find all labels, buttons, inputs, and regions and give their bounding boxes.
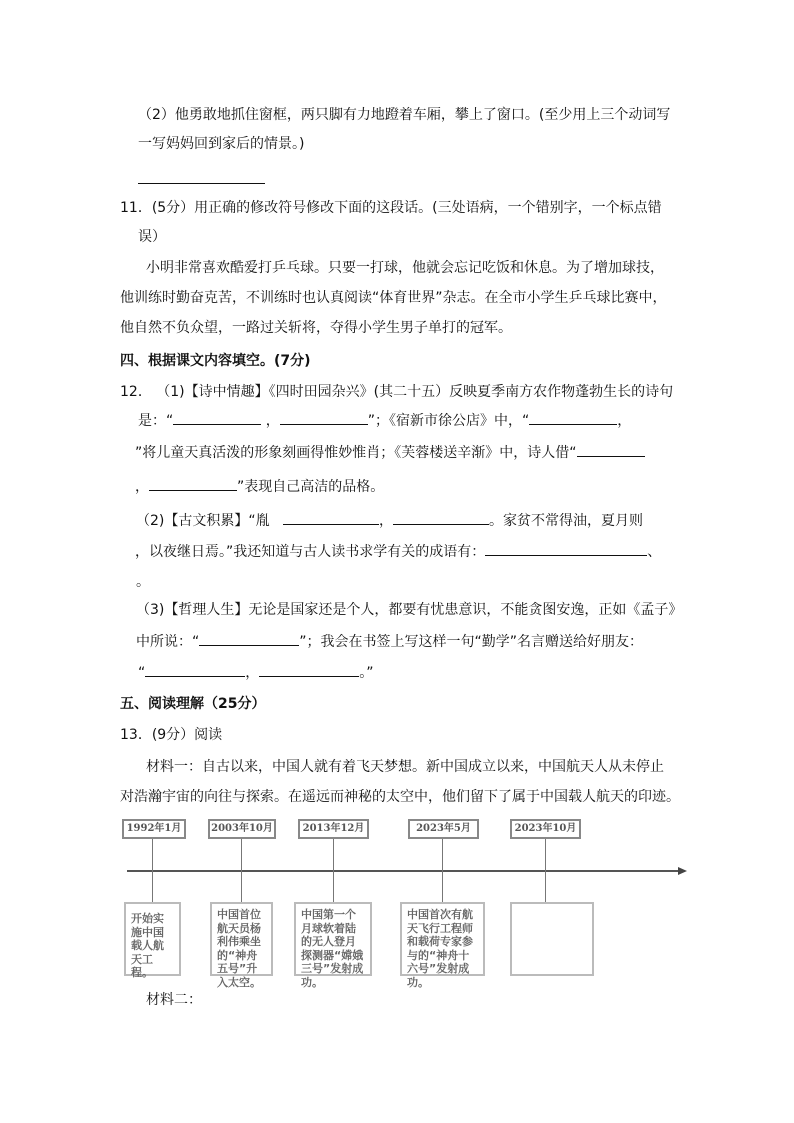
answer-blank[interactable] xyxy=(577,444,645,457)
answer-blank[interactable] xyxy=(149,478,237,491)
text: ， xyxy=(378,513,393,529)
q11-paragraph-line: 小明非常喜欢酷爱打乒乓球。只要一打球，他就会忘记吃饭和休息。为了增加球技， xyxy=(146,260,664,276)
q12-3-prompt: （3)【哲理人生】无论是国家还是个人，都要有忧患意识，不能贪图安逸，正如《孟子》 xyxy=(136,602,683,618)
text: ”；我会在书签上写这样一句“勤学”名言赠送给好朋友： xyxy=(299,634,644,650)
answer-blank[interactable] xyxy=(529,412,617,425)
connector xyxy=(241,838,242,902)
answer-blank[interactable] xyxy=(138,183,265,184)
answer-blank[interactable] xyxy=(199,633,299,646)
q12-1-line xyxy=(138,412,631,430)
text: 。家贫不常得油，夏月则 xyxy=(488,513,643,529)
timeline-event: 中国第一个月球软着陆的无人登月探测器“嫦娥三号”发射成功。 xyxy=(294,902,372,976)
q12-3-line xyxy=(138,664,374,682)
text: ， xyxy=(265,413,280,429)
q12-1-line xyxy=(135,444,645,462)
timeline-date: 2023年10月 xyxy=(510,819,581,839)
q12-2-end: 。 xyxy=(136,574,150,590)
text: ， xyxy=(245,665,260,681)
text: 、 xyxy=(647,544,662,560)
section-5-heading: 五、阅读理解（25分） xyxy=(120,696,266,712)
q11-paragraph-line: 他自然不负众望，一路过关斩将，夺得小学生男子单打的冠军。 xyxy=(120,320,512,336)
timeline-event-blank[interactable] xyxy=(510,902,594,976)
q10-2-text-cont: 一写妈妈回到家后的情景。) xyxy=(138,136,305,152)
q12-1-prompt: 12． （1)【诗中情趣】《四时田园杂兴》(其二十五）反映夏季南方农作物蓬勃生长的诗句 xyxy=(120,384,674,400)
text: 是：“ xyxy=(138,413,174,429)
text: ”将儿童天真活泼的形象刻画得惟妙惟肖；《芙蓉楼送辛渐》中，诗人借“ xyxy=(135,445,577,461)
text: ， xyxy=(617,413,632,429)
q12-2-line xyxy=(136,512,643,530)
timeline-event: 中国首次有航天飞行工程师和载荷专家参与的“神舟十六号”发射成功。 xyxy=(400,902,485,976)
timeline-axis xyxy=(127,870,679,872)
text: ，以夜继日焉。”我还知道与古人读书求学有关的成语有： xyxy=(135,544,486,560)
answer-blank[interactable] xyxy=(283,512,379,525)
text: （2)【古文积累】“胤 xyxy=(136,513,270,529)
text: ， xyxy=(135,479,149,495)
timeline-date: 2003年10月 xyxy=(208,819,276,839)
answer-blank[interactable] xyxy=(145,664,245,677)
connector xyxy=(545,838,546,902)
answer-blank[interactable] xyxy=(485,543,647,556)
timeline-date: 2023年5月 xyxy=(408,819,479,839)
timeline-event: 开始实施中国载人航天工程。 xyxy=(124,902,181,976)
timeline-event: 中国首位航天员杨利伟乘坐的“神舟五号”升入太空。 xyxy=(210,902,273,976)
q12-1-line xyxy=(135,478,384,496)
text: 中所说：“ xyxy=(136,634,200,650)
q11-prompt-cont: 误） xyxy=(138,229,166,245)
q12-2-line xyxy=(135,543,661,561)
text: 。” xyxy=(359,665,374,681)
material-1-text: 对浩瀚宇宙的向往与探索。在遥远而神秘的太空中，他们留下了属于中国载人航天的印迹。 xyxy=(120,789,680,805)
answer-blank[interactable] xyxy=(173,412,261,425)
text: ”；《宿新市徐公店》中，“ xyxy=(367,413,530,429)
connector xyxy=(333,838,334,902)
connector xyxy=(442,838,443,902)
q13-prompt: 13．(9分）阅读 xyxy=(120,727,223,743)
section-4-heading: 四、根据课文内容填空。(7分) xyxy=(120,353,311,369)
text: ”表现自己高洁的品格。 xyxy=(237,479,385,495)
connector xyxy=(152,838,153,902)
q10-2-text: （2）他勇敢地抓住窗框，两只脚有力地蹬着车厢，攀上了窗口。(至少用上三个动词写 xyxy=(138,107,671,123)
answer-blank[interactable] xyxy=(393,512,489,525)
timeline-date: 1992年1月 xyxy=(122,819,186,839)
material-2-label: 材料二： xyxy=(146,992,202,1008)
q12-3-line xyxy=(136,633,643,651)
q11-prompt: 11．(5分）用正确的修改符号修改下面的这段话。(三处语病，一个错别字，一个标点错 xyxy=(120,200,662,216)
material-1-text: 材料一：自古以来，中国人就有着飞天梦想。新中国成立以来，中国航天人从未停止 xyxy=(146,759,664,775)
answer-blank[interactable] xyxy=(259,664,359,677)
answer-blank[interactable] xyxy=(280,412,368,425)
text: “ xyxy=(138,665,146,681)
timeline-date: 2013年12月 xyxy=(298,819,369,839)
arrow-right-icon xyxy=(678,867,687,875)
q11-paragraph-line: 他训练时勤奋克苦，不训练时也认真阅读“体育世界”杂志。在全市小学生乒乓球比赛中， xyxy=(120,290,667,306)
